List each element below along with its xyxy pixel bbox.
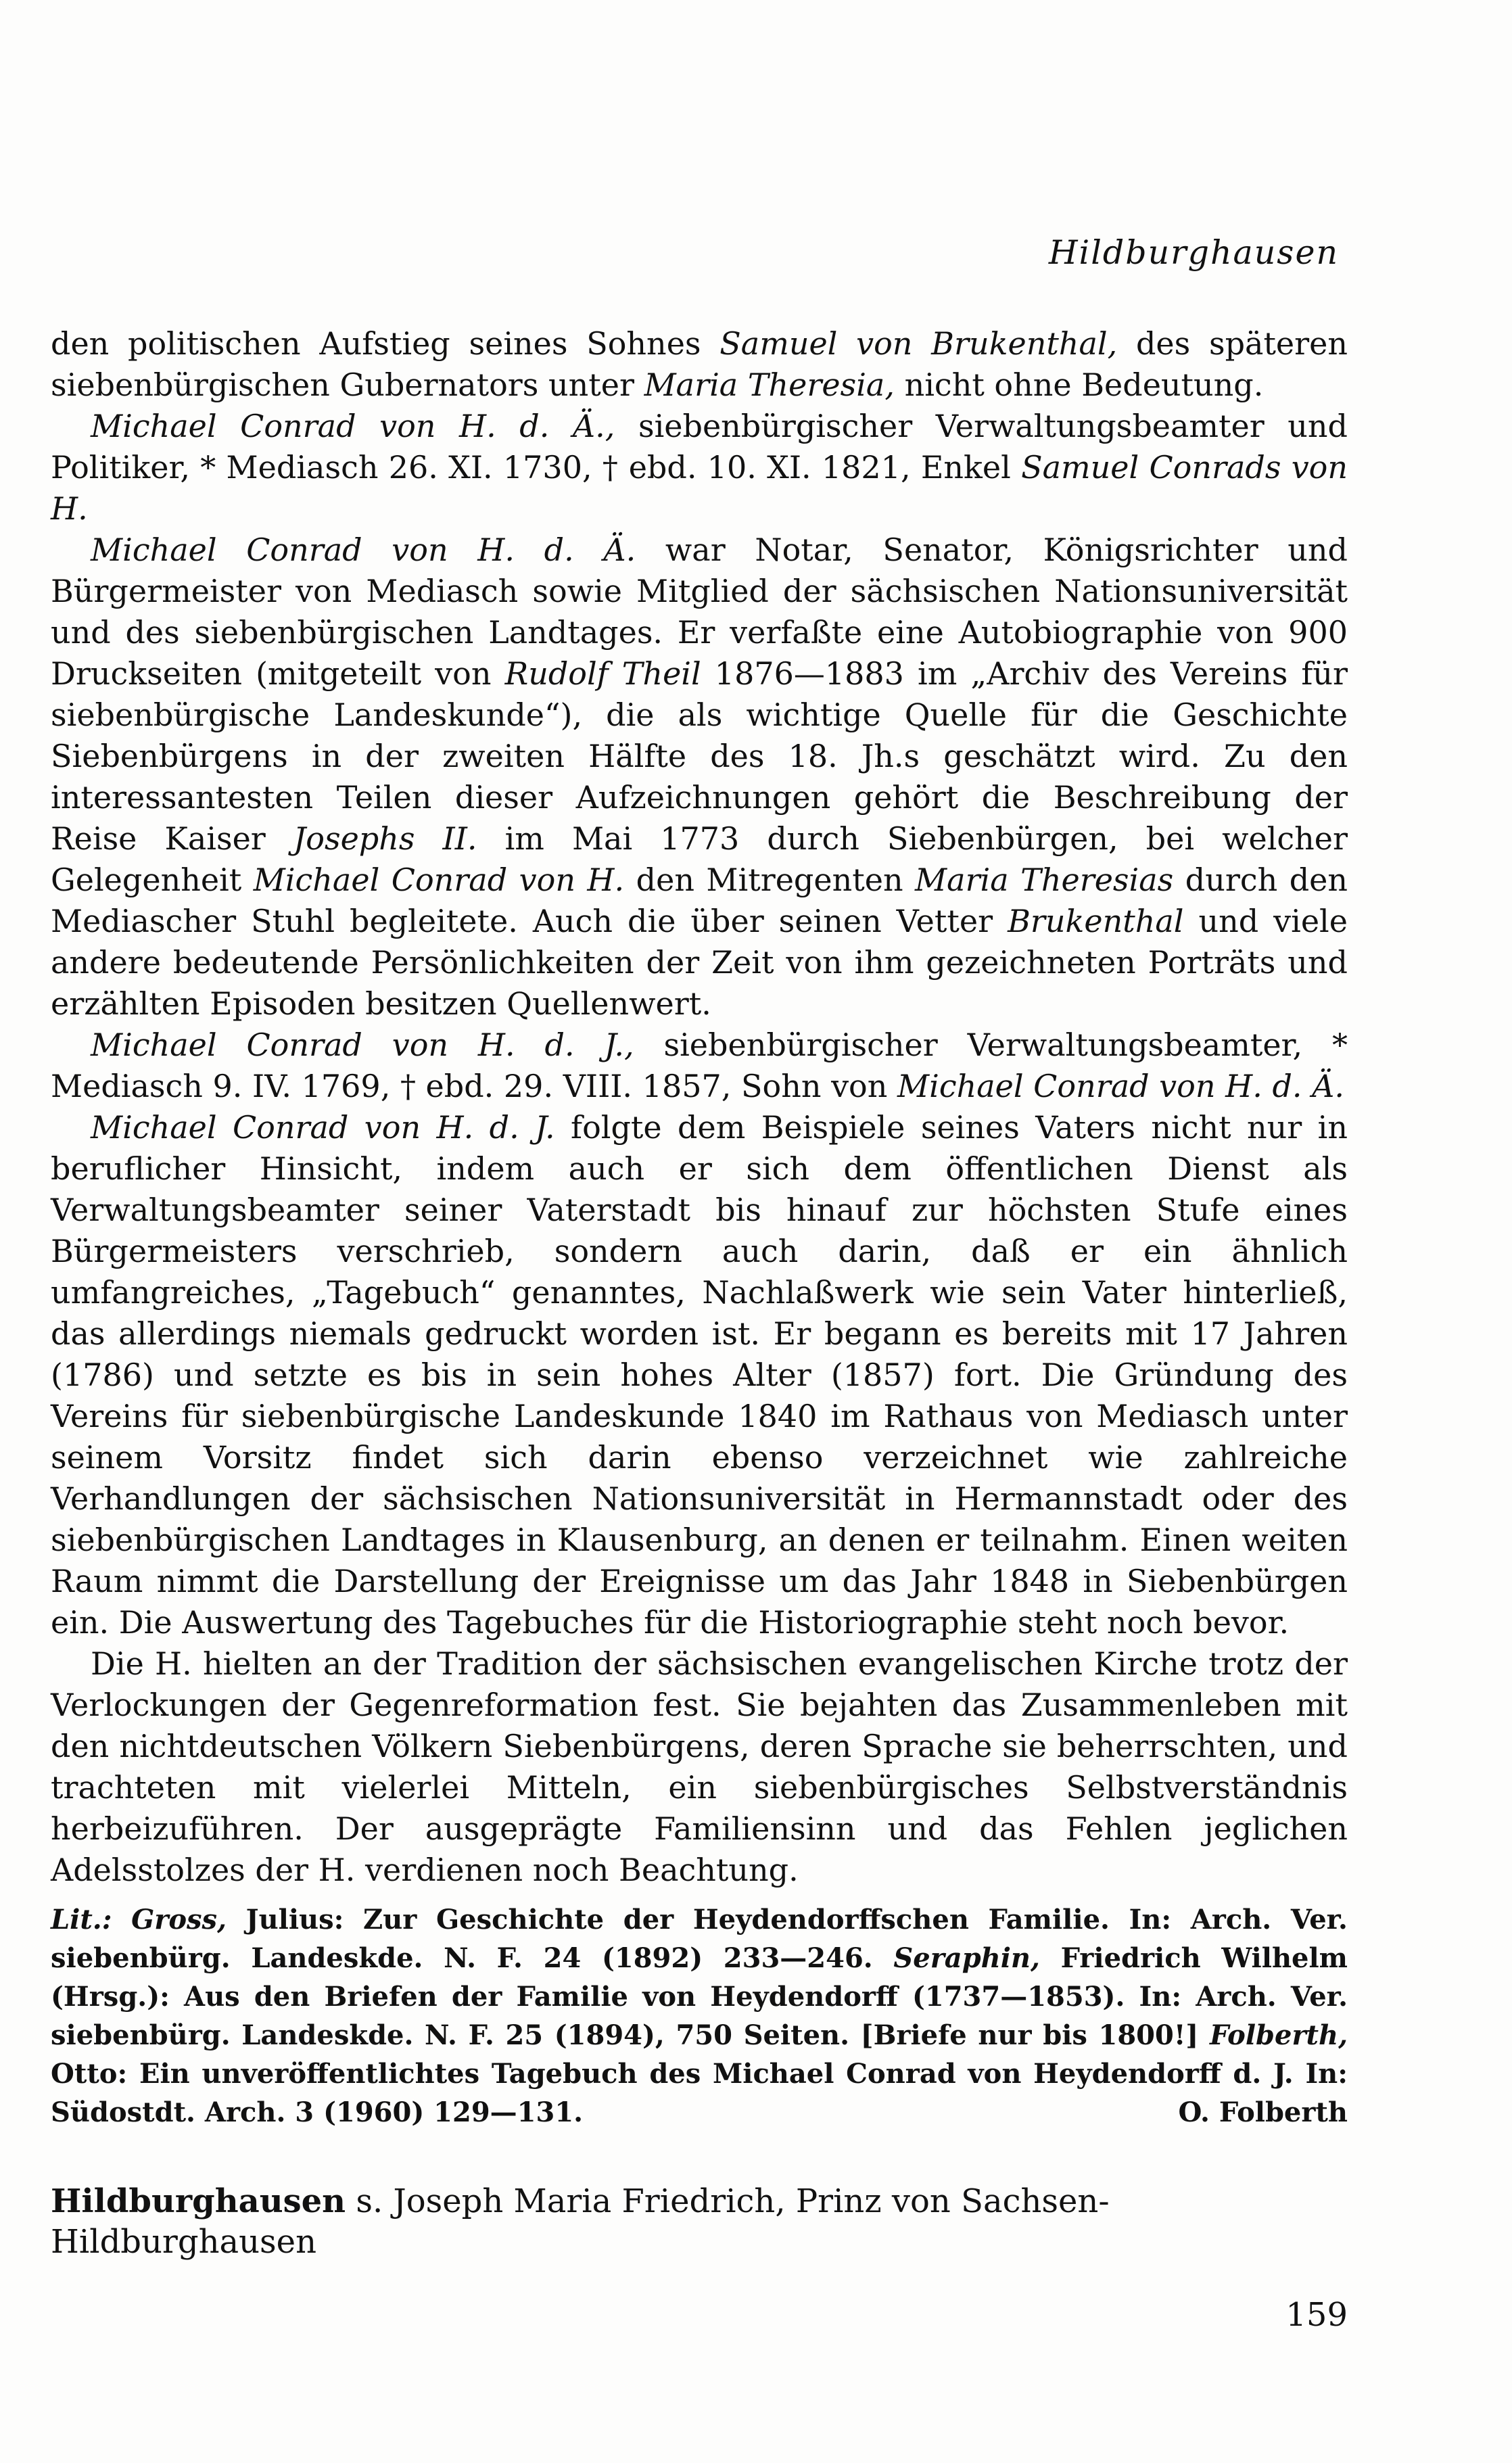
page-number: 159 bbox=[1285, 2296, 1348, 2334]
paragraph-5: Michael Conrad von H. d. J. folgte dem Beispiele seines Vaters nicht nur in beruflicher Hinsicht, indem auch er sich dem öffentlichen Dienst als Verwaltungsbeamter seiner Vaterstadt bis hinauf zur höchsten Stufe eines Bürgermeisters verschrieb, sondern auch darin, daß er ein ähnlich umfangreiches, „Tagebuch“ genanntes, Nachlaßwerk wie sein Vater hinterließ, das allerdings niemals gedruckt worden ist. Er begann es bereits mit 17 Jahren (1786) und setzte es bis in sein hohes Alter (1857) fort. Die Gründung des Vereins für siebenbürgische Landeskunde 1840 im Rathaus von Mediasch unter seinem Vorsitz findet sich darin ebenso verzeichnet wie zahlreiche Verhandlungen der sächsischen Nationsuniversität in Hermannstadt oder des siebenbürgischen Landtages in Klausenburg, an denen er teilnahm. Einen weiten Raum nimmt die Darstellung der Ereignisse um das Jahr 1848 in Siebenbürgen ein. Die Auswertung des Tagebuches für die Historiographie steht noch bevor. bbox=[51, 1109, 1348, 1641]
paragraph-2: Michael Conrad von H. d. Ä., siebenbürgischer Verwaltungsbeamter und Politiker, * Mediasch 26. XI. 1730, † ebd. 10. XI. 1821, Enkel Samuel Conrads von H. bbox=[51, 408, 1348, 527]
literature-section bbox=[51, 1900, 1348, 2132]
article-body bbox=[51, 323, 1348, 1891]
cross-reference-entry bbox=[51, 2181, 1348, 2262]
running-header: Hildburghausen bbox=[1048, 233, 1339, 272]
paragraph-3: Michael Conrad von H. d. Ä. war Notar, Senator, Königsrichter und Bürgermeister von Mediasch sowie Mitglied der sächsischen Nationsuniversität und des siebenbürgischen Landtages. Er verfaßte eine Autobiographie von 900 Druckseiten (mitgeteilt von Rudolf Theil 1876—1883 im „Archiv des Vereins für siebenbürgische Landeskunde“), die als wichtige Quelle für die Geschichte Siebenbürgens in der zweiten Hälfte des 18. Jh.s geschätzt wird. Zu den interessantesten Teilen dieser Aufzeichnungen gehört die Beschreibung der Reise Kaiser Josephs II. im Mai 1773 durch Siebenbürgen, bei welcher Gelegenheit Michael Conrad von H. den Mitregenten Maria Theresias durch den Mediascher Stuhl begleitete. Auch die über seinen Vetter Brukenthal und viele andere bedeutende Persönlichkeiten der Zeit von ihm gezeichneten Porträts und erzählten Episoden besitzen Quellenwert. bbox=[51, 532, 1348, 1022]
paragraph-6: Die H. hielten an der Tradition der sächsischen evangelischen Kirche trotz der Verlockungen der Gegenreformation fest. Sie bejahten das Zusammenleben mit den nichtdeutschen Völkern Siebenbürgens, deren Sprache sie beherrschten, und trachteten mit vielerlei Mitteln, ein siebenbürgisches Selbstverständnis herbeizuführen. Der ausgeprägte Familiensinn und das Fehlen jeglichen Adelsstolzes der H. verdienen noch Beachtung. bbox=[51, 1645, 1348, 1888]
cross-reference-text: s. Joseph Maria Friedrich, Prinz von Sachsen-Hildburghausen bbox=[51, 2182, 1110, 2261]
paragraph-4: Michael Conrad von H. d. J., siebenbürgischer Verwaltungsbeamter, * Mediasch 9. IV. 1769, † ebd. 29. VIII. 1857, Sohn von Michael Conrad von H. d. Ä. bbox=[51, 1027, 1348, 1104]
paragraph-1: den politischen Aufstieg seines Sohnes Samuel von Brukenthal, des späteren siebenbürgischen Gubernators unter Maria Theresia, nicht ohne Bedeutung. bbox=[51, 325, 1348, 403]
cross-reference-lemma: Hildburghausen bbox=[51, 2182, 346, 2220]
article-author: O. Folberth bbox=[1178, 2096, 1348, 2128]
literature-references: Lit.: Gross, Julius: Zur Geschichte der Heydendorffschen Familie. In: Arch. Ver. siebenbürg. Landeskde. N. F. 24 (1892) 233—246. Seraphin, Friedrich Wilhelm (Hrsg.): Aus den Briefen der Familie von Heydendorff (1737—1853). In: Arch. Ver. siebenbürg. Landeskde. N. F. 25 (1894), 750 Seiten. [Briefe nur bis 1800!] Folberth, Otto: Ein unveröffentlichtes Tagebuch des Michael Conrad von Heydendorff d. J. In: Südostdt. Arch. 3 (1960) 129—131. bbox=[51, 1904, 1348, 2128]
